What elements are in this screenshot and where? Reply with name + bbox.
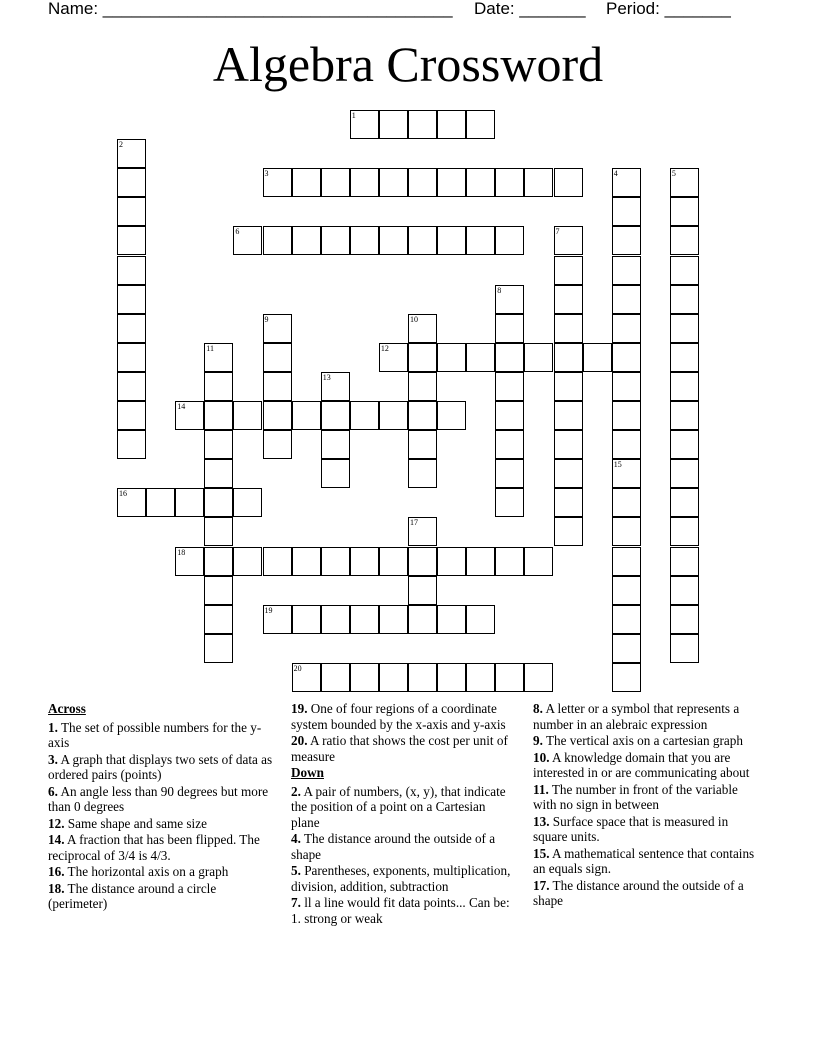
crossword-cell[interactable] bbox=[175, 547, 204, 576]
crossword-cell[interactable] bbox=[524, 663, 553, 692]
clue-7 bbox=[291, 895, 516, 926]
crossword-cell[interactable] bbox=[466, 663, 495, 692]
clue-number: 1. bbox=[48, 719, 58, 735]
clue-13 bbox=[533, 814, 763, 845]
crossword-cell[interactable] bbox=[554, 256, 583, 285]
clue-number: 12. bbox=[48, 815, 65, 831]
clue-number-4: 4 bbox=[613, 169, 618, 179]
clue-19 bbox=[291, 701, 516, 732]
crossword-cell[interactable] bbox=[321, 663, 350, 692]
crossword-cell[interactable] bbox=[263, 430, 292, 459]
crossword-cell[interactable] bbox=[263, 314, 292, 343]
crossword-cell[interactable] bbox=[670, 226, 699, 255]
clue-20 bbox=[291, 733, 516, 764]
clue-number: 20. bbox=[291, 733, 308, 748]
crossword-cell[interactable] bbox=[204, 430, 233, 459]
clue-18 bbox=[48, 881, 278, 912]
crossword-cell[interactable] bbox=[612, 314, 641, 343]
crossword-cell[interactable] bbox=[612, 605, 641, 634]
crossword-cell[interactable] bbox=[117, 314, 146, 343]
crossword-cell[interactable] bbox=[350, 401, 379, 430]
crossword-cell[interactable] bbox=[554, 401, 583, 430]
crossword-cell[interactable] bbox=[204, 517, 233, 546]
crossword-cell[interactable] bbox=[379, 605, 408, 634]
crossword-cell[interactable] bbox=[554, 459, 583, 488]
clue-column-1 bbox=[48, 701, 278, 913]
crossword-cell[interactable] bbox=[670, 197, 699, 226]
crossword-cell[interactable] bbox=[583, 343, 612, 372]
clue-number-14: 14 bbox=[177, 402, 186, 411]
crossword-cell[interactable] bbox=[350, 547, 379, 576]
clue-17 bbox=[533, 878, 763, 909]
crossword-cell[interactable] bbox=[437, 663, 466, 692]
crossword-cell[interactable] bbox=[612, 488, 641, 517]
clue-number-8: 8 bbox=[497, 285, 502, 295]
crossword-cell[interactable] bbox=[408, 547, 437, 576]
clue-11 bbox=[533, 782, 763, 813]
down-clue-list-continued bbox=[533, 701, 763, 909]
crossword-cell[interactable] bbox=[495, 663, 524, 692]
crossword-cell[interactable] bbox=[466, 547, 495, 576]
across-clue-list-continued bbox=[291, 701, 516, 764]
crossword-cell[interactable] bbox=[612, 256, 641, 285]
crossword-cell[interactable] bbox=[612, 285, 641, 314]
date-field[interactable]: Date: _______ bbox=[474, 0, 586, 18]
clue-number: 15. bbox=[533, 845, 550, 861]
crossword-cell[interactable] bbox=[321, 430, 350, 459]
crossword-cell[interactable] bbox=[495, 314, 524, 343]
clue-text: A mathematical sentence that contains an equals sign. bbox=[533, 845, 755, 876]
clue-number: 18. bbox=[48, 880, 65, 896]
crossword-cell[interactable] bbox=[321, 605, 350, 634]
crossword-cell[interactable] bbox=[379, 168, 408, 197]
crossword-cell[interactable] bbox=[612, 430, 641, 459]
clue-text: The set of possible numbers for the y-axis bbox=[48, 719, 262, 750]
clue-number: 10. bbox=[533, 749, 550, 765]
crossword-cell[interactable] bbox=[670, 605, 699, 634]
crossword-cell[interactable] bbox=[670, 430, 699, 459]
clue-text: The horizontal axis on a graph bbox=[64, 864, 229, 879]
clue-15 bbox=[533, 846, 763, 877]
clue-number-16: 16 bbox=[119, 489, 127, 499]
clue-text: A knowledge domain that you are interested in or are communicating about bbox=[533, 749, 750, 780]
crossword-cell[interactable] bbox=[612, 372, 641, 401]
clue-9 bbox=[533, 733, 763, 749]
clue-text: A pair of numbers, (x, y), that indicate the position of a point on a Cartesian plane bbox=[291, 783, 506, 830]
clue-number: 9. bbox=[533, 733, 543, 748]
crossword-cell[interactable] bbox=[408, 663, 437, 692]
clue-2 bbox=[291, 784, 516, 831]
clue-column-3 bbox=[533, 701, 763, 910]
clue-text: ll a line would fit data points... Can be: 1. strong or weak bbox=[291, 895, 510, 926]
crossword-cell[interactable] bbox=[408, 459, 437, 488]
crossword-cell[interactable] bbox=[321, 226, 350, 255]
across-clue-list bbox=[48, 720, 278, 912]
crossword-cell[interactable] bbox=[554, 517, 583, 546]
crossword-cell[interactable] bbox=[350, 168, 379, 197]
crossword-cell[interactable] bbox=[117, 197, 146, 226]
crossword-cell[interactable] bbox=[437, 343, 466, 372]
crossword-cell[interactable] bbox=[495, 459, 524, 488]
crossword-cell[interactable] bbox=[263, 226, 292, 255]
crossword-cell[interactable] bbox=[204, 605, 233, 634]
crossword-cell[interactable] bbox=[495, 226, 524, 255]
crossword-cell[interactable] bbox=[554, 372, 583, 401]
clue-text: Surface space that is measured in square units. bbox=[533, 813, 729, 844]
clue-number-3: 3 bbox=[264, 169, 269, 179]
down-clue-list bbox=[291, 784, 516, 927]
crossword-cell[interactable] bbox=[670, 343, 699, 372]
crossword-cell[interactable] bbox=[612, 547, 641, 576]
crossword-cell[interactable] bbox=[233, 401, 262, 430]
clue-text: The number in front of the variable with no sign in between bbox=[533, 781, 738, 812]
clue-12 bbox=[48, 816, 278, 832]
crossword-cell[interactable] bbox=[117, 285, 146, 314]
crossword-cell[interactable] bbox=[292, 226, 321, 255]
crossword-cell[interactable] bbox=[379, 547, 408, 576]
clue-number-17: 17 bbox=[410, 518, 418, 528]
clue-number: 14. bbox=[48, 832, 65, 847]
period-field[interactable]: Period: _______ bbox=[606, 0, 731, 18]
clue-number: 8. bbox=[533, 701, 543, 716]
crossword-cell[interactable] bbox=[612, 576, 641, 605]
crossword-cell[interactable] bbox=[292, 547, 321, 576]
crossword-cell[interactable] bbox=[495, 285, 524, 314]
crossword-cell[interactable] bbox=[670, 314, 699, 343]
crossword-cell[interactable] bbox=[263, 401, 292, 430]
crossword-cell[interactable] bbox=[408, 226, 437, 255]
crossword-cell[interactable] bbox=[321, 401, 350, 430]
clue-number-5: 5 bbox=[671, 169, 676, 179]
crossword-cell[interactable] bbox=[437, 547, 466, 576]
clue-text: Same shape and same size bbox=[64, 815, 207, 831]
crossword-cell[interactable] bbox=[321, 372, 350, 401]
crossword-cell[interactable] bbox=[612, 517, 641, 546]
crossword-cell[interactable] bbox=[670, 459, 699, 488]
crossword-cell[interactable] bbox=[554, 168, 583, 197]
crossword-cell[interactable] bbox=[408, 605, 437, 634]
clue-4 bbox=[291, 831, 516, 862]
clue-10 bbox=[533, 750, 763, 781]
clue-number: 7. bbox=[291, 895, 301, 910]
clue-text: The distance around the outside of a shape bbox=[533, 877, 744, 908]
crossword-cell[interactable] bbox=[350, 605, 379, 634]
crossword-cell[interactable] bbox=[263, 343, 292, 372]
crossword-cell[interactable] bbox=[612, 634, 641, 663]
crossword-cell[interactable] bbox=[466, 226, 495, 255]
crossword-cell[interactable] bbox=[554, 488, 583, 517]
clue-number: 4. bbox=[291, 831, 301, 846]
crossword-cell[interactable] bbox=[670, 285, 699, 314]
crossword-cell[interactable] bbox=[263, 547, 292, 576]
name-field[interactable]: Name: _____________________________________ bbox=[48, 0, 453, 18]
crossword-cell[interactable] bbox=[263, 372, 292, 401]
clue-number-10: 10 bbox=[410, 314, 418, 324]
crossword-cell[interactable] bbox=[117, 139, 146, 168]
clue-number: 3. bbox=[48, 751, 58, 767]
crossword-cell[interactable] bbox=[495, 372, 524, 401]
crossword-cell[interactable] bbox=[670, 256, 699, 285]
clue-14 bbox=[48, 832, 278, 863]
crossword-cell[interactable] bbox=[554, 226, 583, 255]
crossword-cell[interactable] bbox=[495, 488, 524, 517]
crossword-cell[interactable] bbox=[204, 576, 233, 605]
crossword-cell[interactable] bbox=[554, 343, 583, 372]
crossword-cell[interactable] bbox=[350, 110, 379, 139]
crossword-cell[interactable] bbox=[175, 401, 204, 430]
crossword-cell[interactable] bbox=[379, 110, 408, 139]
crossword-cell[interactable] bbox=[204, 343, 233, 372]
crossword-cell[interactable] bbox=[233, 547, 262, 576]
crossword-cell[interactable] bbox=[670, 576, 699, 605]
crossword-cell[interactable] bbox=[233, 226, 262, 255]
crossword-cell[interactable] bbox=[321, 547, 350, 576]
crossword-cell[interactable] bbox=[612, 226, 641, 255]
crossword-cell[interactable] bbox=[524, 547, 553, 576]
crossword-cell[interactable] bbox=[437, 226, 466, 255]
crossword-cell[interactable] bbox=[350, 663, 379, 692]
crossword-cell[interactable] bbox=[437, 401, 466, 430]
crossword-cell[interactable] bbox=[117, 430, 146, 459]
clue-number-15: 15 bbox=[613, 460, 622, 470]
crossword-cell[interactable] bbox=[350, 226, 379, 255]
crossword-cell[interactable] bbox=[495, 547, 524, 576]
clue-3 bbox=[48, 752, 278, 783]
clue-number: 11. bbox=[533, 781, 549, 797]
crossword-cell[interactable] bbox=[379, 401, 408, 430]
crossword-cell[interactable] bbox=[612, 459, 641, 488]
crossword-cell[interactable] bbox=[292, 663, 321, 692]
clue-number-20: 20 bbox=[293, 663, 302, 673]
crossword-cell[interactable] bbox=[408, 372, 437, 401]
clue-number: 13. bbox=[533, 813, 550, 829]
crossword-cell[interactable] bbox=[379, 343, 408, 372]
crossword-cell[interactable] bbox=[204, 459, 233, 488]
crossword-cell[interactable] bbox=[292, 168, 321, 197]
crossword-cell[interactable] bbox=[524, 168, 553, 197]
clue-text: A ratio that shows the cost per unit of measure bbox=[291, 733, 508, 764]
crossword-cell[interactable] bbox=[670, 372, 699, 401]
crossword-cell[interactable] bbox=[379, 663, 408, 692]
crossword-cell[interactable] bbox=[408, 517, 437, 546]
crossword-cell[interactable] bbox=[670, 168, 699, 197]
crossword-cell[interactable] bbox=[437, 168, 466, 197]
crossword-cell[interactable] bbox=[495, 401, 524, 430]
clue-8 bbox=[533, 701, 763, 732]
clue-text: A graph that displays two sets of data as ordered pairs (points) bbox=[48, 751, 273, 782]
crossword-cell[interactable] bbox=[612, 197, 641, 226]
clue-number-11: 11 bbox=[206, 343, 214, 353]
clue-16 bbox=[48, 864, 278, 880]
clue-1 bbox=[48, 720, 278, 751]
clue-number: 19. bbox=[291, 701, 308, 716]
crossword-cell[interactable] bbox=[670, 401, 699, 430]
crossword-cell[interactable] bbox=[670, 488, 699, 517]
crossword-cell[interactable] bbox=[233, 488, 262, 517]
crossword-cell[interactable] bbox=[554, 285, 583, 314]
clue-text: A fraction that has been flipped. The reciprocal of 3/4 is 4/3. bbox=[48, 832, 260, 863]
crossword-cell[interactable] bbox=[408, 430, 437, 459]
crossword-cell[interactable] bbox=[292, 401, 321, 430]
crossword-cell[interactable] bbox=[204, 372, 233, 401]
crossword-cell[interactable] bbox=[408, 110, 437, 139]
crossword-cell[interactable] bbox=[117, 372, 146, 401]
clue-text: One of four regions of a coordinate system bounded by the x-axis and y-axis bbox=[291, 701, 506, 732]
crossword-cell[interactable] bbox=[612, 343, 641, 372]
crossword-cell[interactable] bbox=[437, 605, 466, 634]
crossword-cell[interactable] bbox=[670, 517, 699, 546]
crossword-cell[interactable] bbox=[495, 168, 524, 197]
crossword-cell[interactable] bbox=[204, 547, 233, 576]
clue-text: An angle less than 90 degrees but more than 0 degrees bbox=[48, 783, 269, 814]
crossword-cell[interactable] bbox=[117, 226, 146, 255]
crossword-cell[interactable] bbox=[175, 488, 204, 517]
crossword-cell[interactable] bbox=[117, 343, 146, 372]
crossword-cell[interactable] bbox=[292, 605, 321, 634]
crossword-cell[interactable] bbox=[466, 110, 495, 139]
crossword-cell[interactable] bbox=[263, 168, 292, 197]
crossword-cell[interactable] bbox=[466, 343, 495, 372]
crossword-cell[interactable] bbox=[437, 110, 466, 139]
crossword-cell[interactable] bbox=[263, 605, 292, 634]
crossword-cell[interactable] bbox=[408, 343, 437, 372]
clue-number: 5. bbox=[291, 863, 301, 878]
crossword-cell[interactable] bbox=[612, 663, 641, 692]
crossword-cell[interactable] bbox=[408, 314, 437, 343]
clue-number-12: 12 bbox=[380, 343, 389, 353]
page-title: Algebra Crossword bbox=[212, 36, 604, 92]
crossword-cell[interactable] bbox=[554, 430, 583, 459]
crossword-cell[interactable] bbox=[495, 430, 524, 459]
crossword-cell[interactable] bbox=[379, 226, 408, 255]
clue-number: 2. bbox=[291, 783, 301, 799]
clue-column-2 bbox=[291, 701, 516, 927]
crossword-cell[interactable] bbox=[117, 401, 146, 430]
clue-text: Parentheses, exponents, multiplication, division, addition, subtraction bbox=[291, 863, 511, 894]
clue-number-19: 19 bbox=[264, 605, 273, 615]
crossword-cell[interactable] bbox=[117, 256, 146, 285]
clue-number-2: 2 bbox=[119, 140, 123, 150]
crossword-cell[interactable] bbox=[321, 168, 350, 197]
clue-text: A letter or a symbol that represents a number in an alebraic expression bbox=[533, 701, 740, 732]
clue-number: 17. bbox=[533, 877, 550, 893]
clue-number: 16. bbox=[48, 864, 65, 879]
clue-text: The vertical axis on a cartesian graph bbox=[542, 733, 743, 748]
clue-text: The distance around a circle (perimeter) bbox=[48, 880, 217, 911]
crossword-cell[interactable] bbox=[321, 459, 350, 488]
crossword-cell[interactable] bbox=[408, 168, 437, 197]
crossword-cell[interactable] bbox=[612, 401, 641, 430]
clue-number-9: 9 bbox=[264, 314, 269, 324]
crossword-cell[interactable] bbox=[612, 168, 641, 197]
crossword-cell[interactable] bbox=[524, 343, 553, 372]
crossword-cell[interactable] bbox=[408, 576, 437, 605]
clue-number-18: 18 bbox=[177, 547, 186, 557]
clue-number-13: 13 bbox=[322, 372, 331, 382]
crossword-cell[interactable] bbox=[495, 343, 524, 372]
crossword-cell[interactable] bbox=[204, 488, 233, 517]
down-heading: Down bbox=[291, 765, 324, 780]
clue-5 bbox=[291, 863, 516, 894]
clue-number-1: 1 bbox=[351, 111, 356, 120]
crossword-cell[interactable] bbox=[466, 168, 495, 197]
crossword-cell[interactable] bbox=[466, 605, 495, 634]
crossword-cell[interactable] bbox=[554, 314, 583, 343]
crossword-cell[interactable] bbox=[408, 401, 437, 430]
across-heading: Across bbox=[48, 701, 86, 716]
clue-6 bbox=[48, 784, 278, 815]
crossword-cell[interactable] bbox=[204, 401, 233, 430]
clue-number: 6. bbox=[48, 783, 58, 799]
clue-number-7: 7 bbox=[555, 227, 560, 237]
clue-number-6: 6 bbox=[235, 227, 240, 237]
clue-text: The distance around the outside of a shape bbox=[291, 831, 496, 862]
crossword-cell[interactable] bbox=[670, 634, 699, 663]
crossword-cell[interactable] bbox=[146, 488, 175, 517]
crossword-cell[interactable] bbox=[117, 488, 146, 517]
crossword-cell[interactable] bbox=[117, 168, 146, 197]
crossword-cell[interactable] bbox=[204, 634, 233, 663]
crossword-cell[interactable] bbox=[670, 547, 699, 576]
